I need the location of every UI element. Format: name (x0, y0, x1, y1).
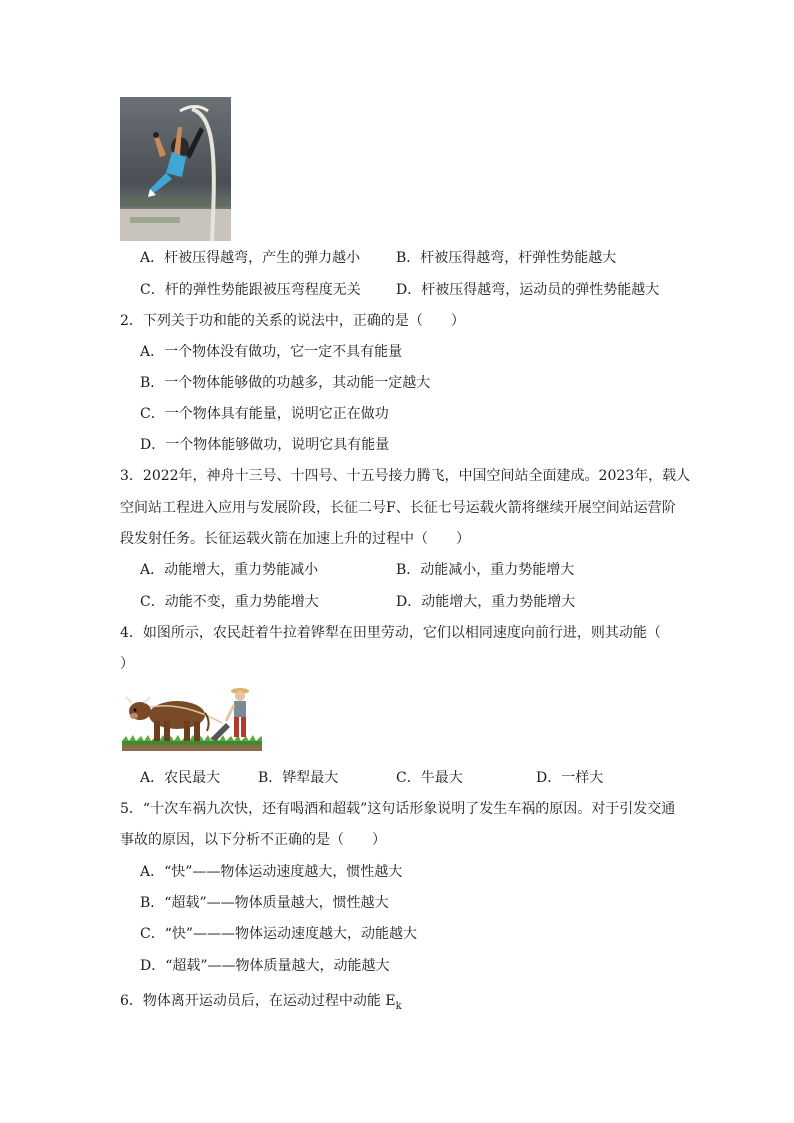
q3-stem-line-2: 空间站工程进入应用与发展阶段，长征二号F、长征七号运载火箭将继续开展空间站运营阶 (120, 500, 676, 516)
q5-option-d: D．“超载”——物体质量越大，动能越大 (140, 958, 390, 974)
q3-option-a: A．动能增大，重力势能减小 (140, 562, 319, 578)
q3-option-b: B．动能减小，重力势能增大 (396, 562, 575, 578)
pole-vault-photo (120, 97, 231, 241)
q3-stem-line-1: 3．2022年，神舟十三号、十四号、十五号接力腾飞，中国空间站全面建成。2023年，载人 (120, 468, 691, 484)
q1-option-b: B．杆被压得越弯，杆弹性势能越大 (396, 250, 617, 266)
q3-stem-line-3: 段发射任务。长征运载火箭在加速上升的过程中（ ） (120, 531, 470, 547)
q1-option-d: D．杆被压得越弯，运动员的弹性势能越大 (396, 282, 660, 298)
q3-option-d: D．动能增大，重力势能增大 (396, 594, 576, 610)
farmer-ox-plough-illustration (122, 683, 262, 753)
q2-option-c: C．一个物体具有能量，说明它正在做功 (140, 406, 389, 422)
q2-option-b: B．一个物体能够做的功越多，其动能一定越大 (140, 375, 431, 391)
q2-option-d: D．一个物体能够做功，说明它具有能量 (140, 437, 390, 453)
q2-stem: 2．下列关于功和能的关系的说法中，正确的是（ ） (120, 313, 465, 329)
q6-stem (120, 991, 402, 1017)
q4-stem-line-1: 4．如图所示，农民赶着牛拉着铧犁在田里劳动，它们以相同速度向前行进，则其动能（ (120, 625, 661, 641)
pole-vault-illustration (120, 97, 231, 241)
q4-option-d: D．一样大 (536, 770, 604, 786)
q5-stem-line-1: 5．“十次车祸九次快，还有喝酒和超载”这句话形象说明了发生车祸的原因。对于引发交通 (120, 801, 676, 817)
q6-stem-text: 6．物体离开运动员后，在运动过程中动能 E (120, 993, 396, 1009)
q5-option-c: C．“快”———物体运动速度越大，动能越大 (140, 926, 418, 942)
q1-option-c: C．杆的弹性势能跟被压弯程度无关 (140, 282, 361, 298)
q4-option-c: C．牛最大 (396, 770, 463, 786)
q5-option-b: B．“超载”——物体质量越大，惯性越大 (140, 895, 389, 911)
q4-stem-line-2: ） (120, 656, 134, 672)
q5-stem-line-2: 事故的原因，以下分析不正确的是（ ） (120, 832, 386, 848)
q1-option-a: A．杆被压得越弯，产生的弹力越小 (140, 250, 361, 266)
q2-option-a: A．一个物体没有做功，它一定不具有能量 (140, 344, 403, 360)
q6-subscript: k (395, 1000, 402, 1012)
q4-option-b: B．铧犁最大 (258, 770, 339, 786)
q3-option-c: C．动能不变，重力势能增大 (140, 594, 319, 610)
q4-option-a: A．农民最大 (140, 770, 221, 786)
q5-option-a: A．“快”——物体运动速度越大，惯性越大 (140, 864, 403, 880)
